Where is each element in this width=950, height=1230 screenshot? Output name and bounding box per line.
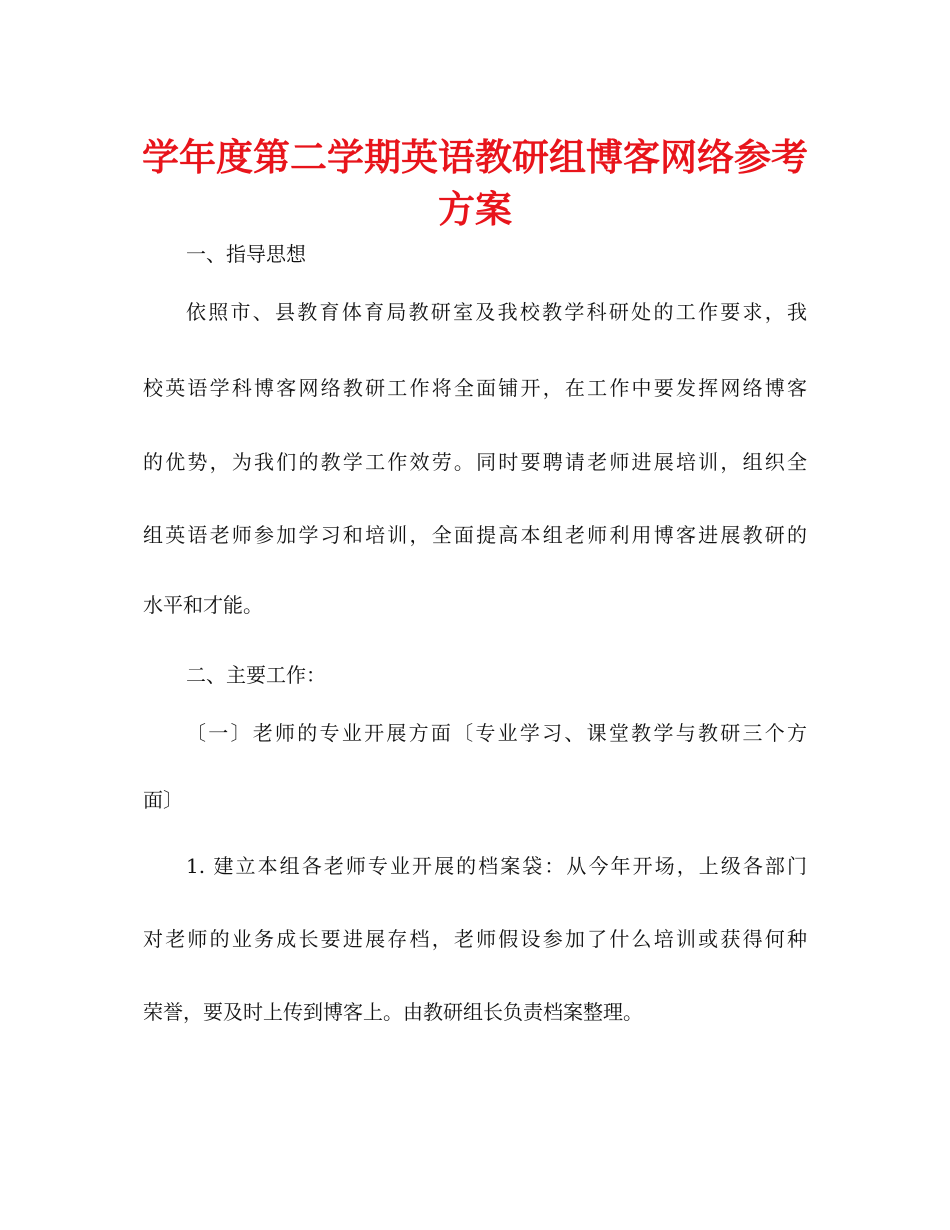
subsection-heading-line: 〔一〕老师的专业开展方面〔专业学习、课堂教学与教研三个方 xyxy=(186,721,807,745)
subsection-heading-line: 面〕 xyxy=(143,788,183,812)
paragraph-line: 水平和才能。 xyxy=(143,593,263,617)
document-title-line-1: 学年度第二学期英语教研组博客网络参考 xyxy=(142,136,808,179)
list-item-line: 对老师的业务成长要进展存档，老师假设参加了什么培训或获得何种 xyxy=(143,927,807,951)
paragraph-line: 校英语学科博客网络教研工作将全面铺开，在工作中要发挥网络博客 xyxy=(143,376,807,400)
paragraph-line: 依照市、县教育体育局教研室及我校教学科研处的工作要求，我 xyxy=(186,300,807,324)
paragraph-line: 组英语老师参加学习和培训，全面提高本组老师利用博客进展教研的 xyxy=(143,523,807,547)
list-item-line: 1. 建立本组各老师专业开展的档案袋：从今年开场，上级各部门 xyxy=(186,854,807,878)
list-item-line: 荣誉，要及时上传到博客上。由教研组长负责档案整理。 xyxy=(143,1000,643,1024)
document-title-line-2: 方案 xyxy=(438,188,512,231)
paragraph-line: 的优势，为我们的教学工作效劳。同时要聘请老师进展培训，组织全 xyxy=(143,450,807,474)
section-heading-main-work: 二、主要工作： xyxy=(186,663,326,687)
section-heading-guiding-ideology: 一、指导思想 xyxy=(186,242,306,266)
